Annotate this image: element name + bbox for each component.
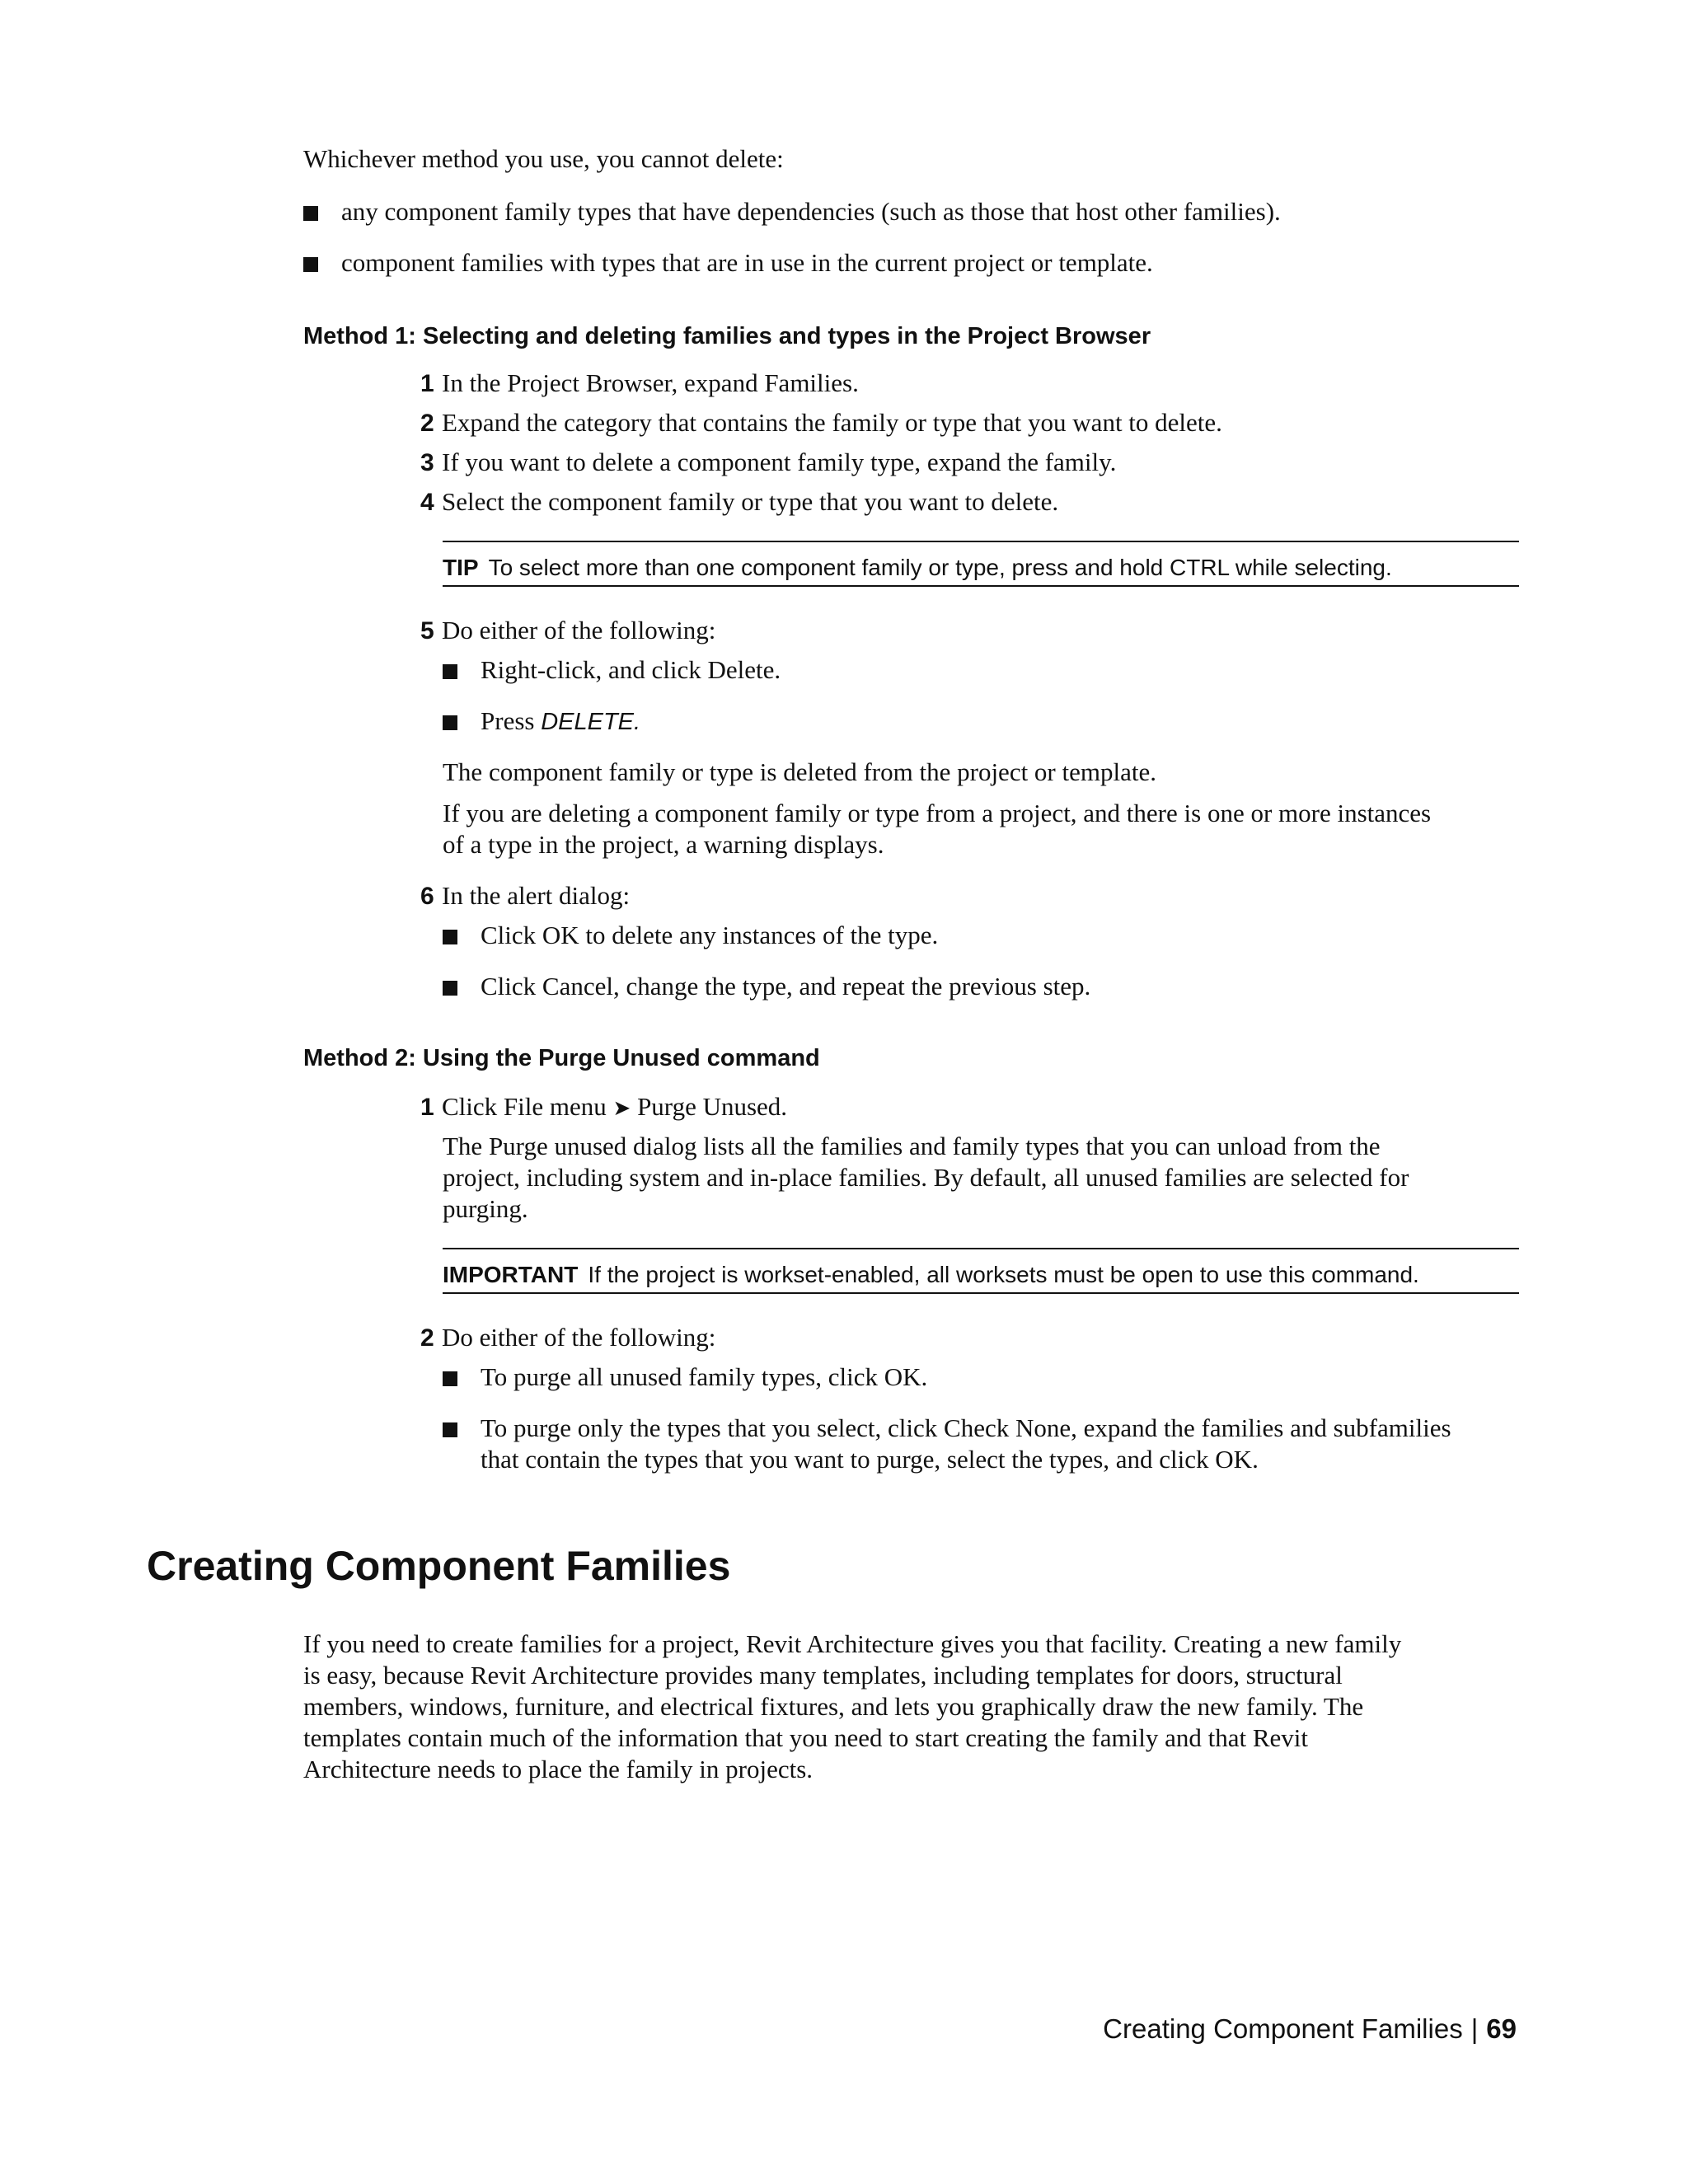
- step6-bullet-1: Click OK to delete any instances of the type.: [481, 921, 939, 949]
- step5-warning-line-2: of a type in the project, a warning displays.: [443, 830, 884, 859]
- section-para-line-2: is easy, because Revit Architecture provides many templates, including templates for doors, structural: [303, 1661, 1343, 1690]
- intro-bullet-1: any component family types that have dependencies (such as those that host other families).: [341, 197, 1281, 226]
- step-number: 4: [420, 489, 434, 516]
- bullet-square: [443, 1422, 457, 1437]
- important-box: [443, 1248, 1519, 1294]
- step6-bullet-2: Click Cancel, change the type, and repeat the previous step.: [481, 972, 1091, 1001]
- section-para-line-4: templates contain much of the information that you need to start creating the family and that Revit: [303, 1723, 1308, 1752]
- method1-step-1: [420, 368, 859, 400]
- step-text: If you want to delete a component family type, expand the family.: [442, 448, 1117, 476]
- bullet-square: [443, 930, 457, 944]
- method1-step-4: [420, 486, 1058, 518]
- step-number: 1: [420, 370, 434, 397]
- method2-step-2: [420, 1322, 715, 1354]
- purge-desc-line-2: project, including system and in-place families. By default, all unused families are selected for: [443, 1163, 1409, 1192]
- method1-step-5: [420, 615, 715, 647]
- section-para-line-5: Architecture needs to place the family in projects.: [303, 1755, 814, 1783]
- step-text: Expand the category that contains the family or type that you want to delete.: [442, 408, 1222, 437]
- bullet-square: [443, 1371, 457, 1386]
- step5-bullet-2: [481, 705, 640, 738]
- bullet-square: [303, 206, 318, 221]
- page-number: 69: [1486, 2013, 1517, 2044]
- step-text: In the Project Browser, expand Families.: [442, 368, 859, 397]
- tip-label: TIP: [443, 555, 479, 580]
- tip-box: [443, 541, 1519, 587]
- step-text: Select the component family or type that you want to delete.: [442, 487, 1059, 516]
- purge-desc-line-1: The Purge unused dialog lists all the families and family types that you can unload from the: [443, 1132, 1381, 1160]
- step-number: 1: [420, 1094, 434, 1121]
- step2-bullet-1: To purge all unused family types, click OK.: [481, 1362, 928, 1391]
- method1-step-6: [420, 880, 630, 912]
- step2-bullet-2-line-1: To purge only the types that you select, click Check None, expand the families and subfamilies: [481, 1413, 1451, 1442]
- step-text: Do either of the following:: [442, 616, 716, 644]
- menu-arrow-icon: ➤: [612, 1096, 631, 1121]
- method1-heading: Method 1: Selecting and deleting families and types in the Project Browser: [303, 323, 1151, 349]
- method2-step-1: [420, 1091, 787, 1124]
- intro-bullet-2: component families with types that are in use in the current project or template.: [341, 248, 1153, 277]
- step-number: 2: [420, 410, 434, 437]
- method1-step-2: [420, 407, 1222, 439]
- method2-heading: Method 2: Using the Purge Unused command: [303, 1045, 820, 1071]
- tip-text: To select more than one component family or type, press and hold CTRL while selecting.: [488, 555, 1392, 580]
- method1-step-3: [420, 447, 1116, 479]
- step-number: 2: [420, 1324, 434, 1352]
- step5-warning-line-1: If you are deleting a component family or type from a project, and there is one or more instances: [443, 799, 1432, 827]
- step-text-b: Purge Unused.: [637, 1092, 788, 1121]
- important-label: IMPORTANT: [443, 1262, 579, 1287]
- important-text: If the project is workset-enabled, all worksets must be open to use this command.: [588, 1262, 1419, 1287]
- step5-bullet-1: Right-click, and click Delete.: [481, 655, 781, 684]
- bullet-square: [443, 981, 457, 996]
- footer-separator: |: [1470, 2013, 1479, 2044]
- footer-title: Creating Component Families: [1103, 2013, 1463, 2044]
- delete-key: DELETE.: [541, 709, 641, 735]
- intro-lead: Whichever method you use, you cannot delete:: [303, 144, 784, 173]
- step-number: 6: [420, 883, 434, 910]
- press-text: Press: [481, 706, 535, 735]
- page-footer: [1103, 2013, 1517, 2046]
- bullet-square: [443, 664, 457, 679]
- section-para-line-1: If you need to create families for a project, Revit Architecture gives you that facility. Creating a new family: [303, 1629, 1402, 1658]
- step-text: In the alert dialog:: [442, 881, 631, 910]
- step-text-a: Click File menu: [442, 1092, 607, 1121]
- step-number: 3: [420, 449, 434, 476]
- step-text: Do either of the following:: [442, 1323, 716, 1352]
- step5-result: The component family or type is deleted from the project or template.: [443, 757, 1156, 786]
- step-number: 5: [420, 617, 434, 644]
- step2-bullet-2-line-2: that contain the types that you want to purge, select the types, and click OK.: [481, 1445, 1259, 1474]
- bullet-square: [443, 715, 457, 730]
- section-title: Creating Component Families: [147, 1543, 731, 1589]
- bullet-square: [303, 257, 318, 272]
- section-para-line-3: members, windows, furniture, and electrical fixtures, and lets you graphically draw the new family. The: [303, 1692, 1364, 1721]
- purge-desc-line-3: purging.: [443, 1194, 528, 1223]
